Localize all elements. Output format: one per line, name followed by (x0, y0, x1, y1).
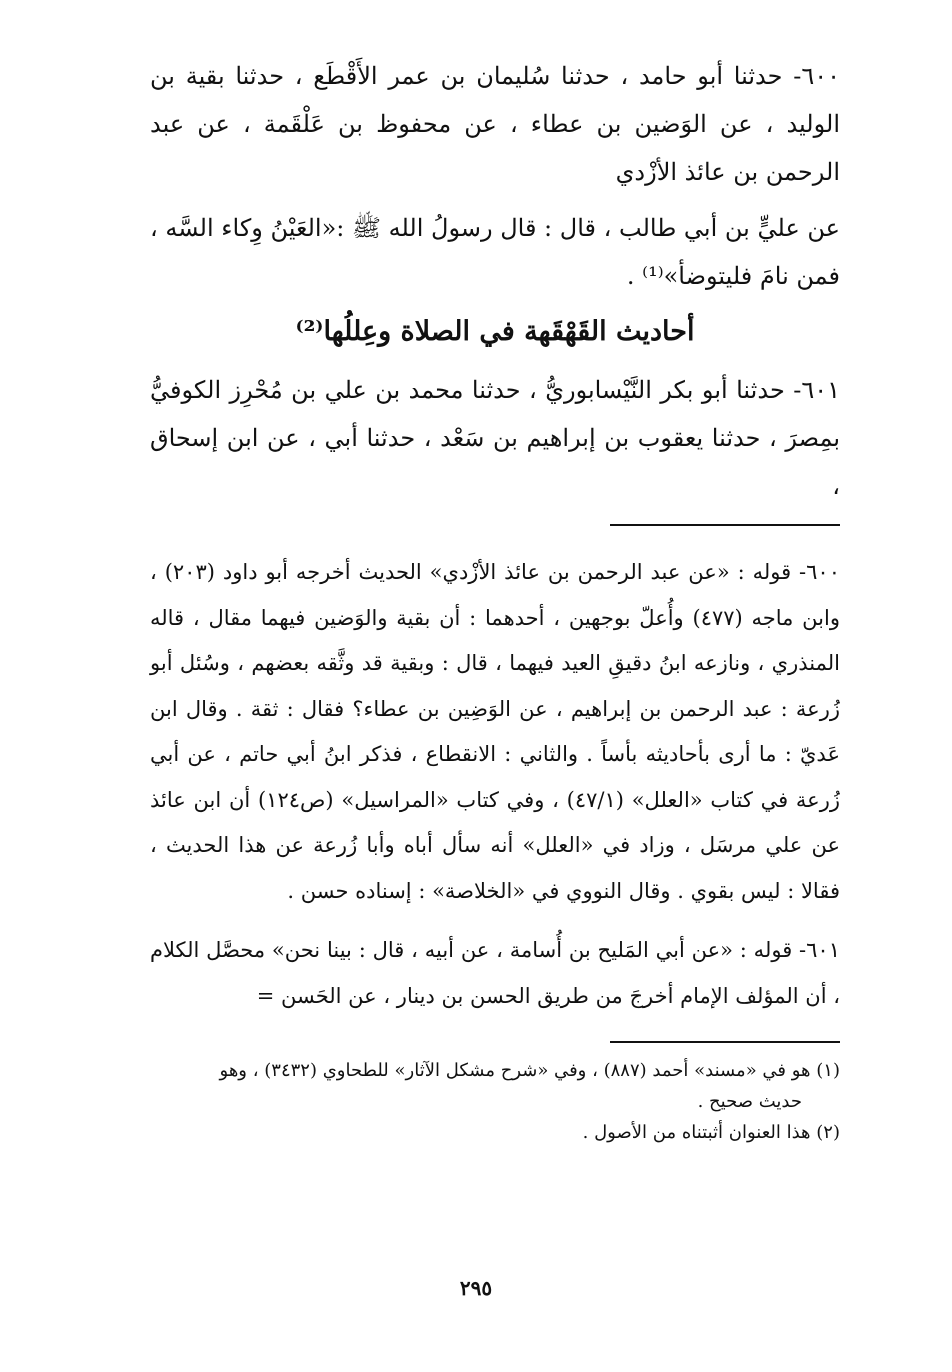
footnote-2: (٢) هذا العنوان أثبتناه من الأصول . (582, 1122, 840, 1143)
footnote-1: (١) هو في «مسند» أحمد (٨٨٧) ، وفي «شرح مشكل الآثار» للطحاوي (٣٤٣٢) ، وهو (219, 1060, 840, 1081)
hadith-601-isnad: ٦٠١- حدثنا أبو بكر النَّيْسابوريُّ ، حدثنا محمد بن علي بن مُحْرِز الكوفيُّ بمِصرَ ، حدثنا يعقوب بن إبراهيم بن سَعْد ، حدثنا أبي ، عن ابن إسحاق ، (150, 376, 840, 500)
page-number: ٢٩٥ (459, 1276, 493, 1300)
footnote-1-continuation: حديث صحيح . (697, 1091, 802, 1112)
main-text (150, 52, 840, 510)
footnote-separator (610, 1041, 840, 1043)
hadith-600-isnad: ٦٠٠- حدثنا أبو حامد ، حدثنا سُليمان بن عمر الأَقْطَع ، حدثنا بقية بن الوليد ، عن الوَضين بن عطاء ، عن محفوظ بن عَلْقَمة ، عن عبد الرحمن بن عائذ الأزْدي (150, 62, 840, 186)
footnotes (150, 1055, 840, 1148)
commentary-600: ٦٠٠- قوله : «عن عبد الرحمن بن عائذ الأزْدي» الحديث أخرجه أبو داود (٢٠٣) ، وابن ماجه (٤٧٧) وأُعلّ بوجهين ، أحدهما : أن بقية والوَضين فيهما مقال ، قاله المنذري ، ونازعه ابنُ دقيقِ العيد فيهما ، قال : وبقية قد وثَّقه بعضهم ، وسُئل أبو زُرعة : عبد الرحمن بن إبراهيم ، عن الوَضِين بن عطاء؟ فقال : ثقة . وقال ابن عَديّ : ما أرى بأحاديثه بأساً . والثاني : الانقطاع ، فذكر ابنُ أبي حاتم ، عن أبي زُرعة في كتاب «العلل» (٤٧/١) ، وفي كتاب «المراسيل» (ص١٢٤) أن ابن عائذ عن علي مرسَل ، وزاد في «العلل» أنه سأل أباه وأبا زُرعة عن هذا الحديث ، فقالا : ليس بقوي . وقال النووي في «الخلاصة» : إسناده حسن . (150, 560, 840, 903)
commentary-601: ٦٠١- قوله : «عن أبي المَليح بن أُسامة ، عن أبيه ، قال : بينا نحن» محصَّل الكلام ، أن المؤلف الإمام أخرجَ من طريق الحسن بن دينار ، عن الحَسن = (150, 938, 840, 1008)
commentary (150, 550, 840, 1019)
hadith-600-matn: عن عليٍّ بن أبي طالب ، قال : قال رسولُ الله ﷺ :«العَيْنُ وِكاء السَّه ، فمن نامَ فليتوضأ»⁽¹⁾ . (150, 214, 840, 290)
commentary-separator (610, 524, 840, 526)
section-title: أحاديث القَهْقَهة في الصلاة وعِللُها⁽²⁾ (295, 316, 695, 347)
